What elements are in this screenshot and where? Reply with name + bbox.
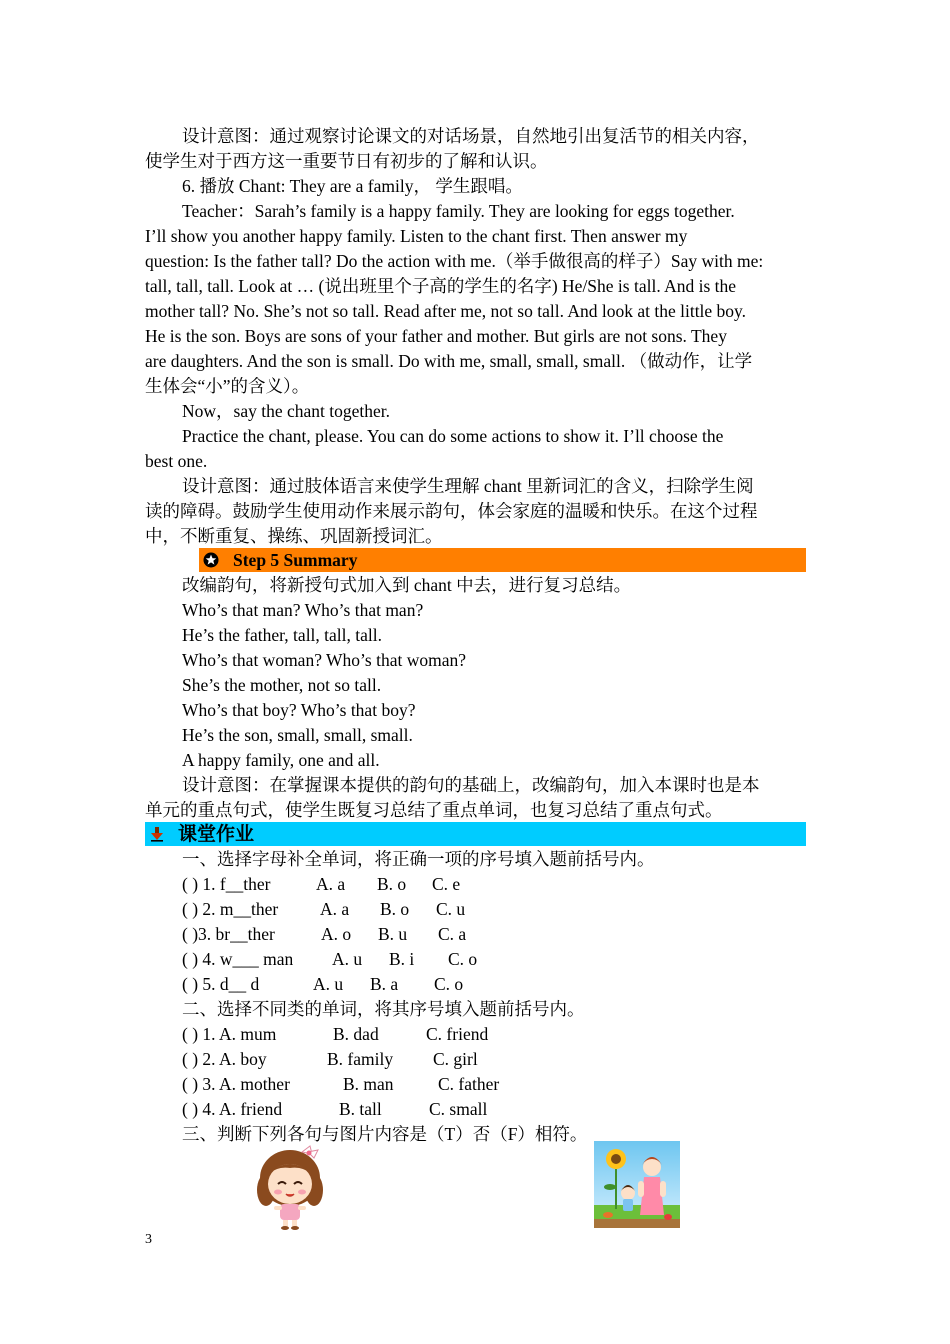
homework-heading <box>145 822 806 846</box>
teacher-line-8: 生体会“小”的含义）。 <box>145 376 310 396</box>
option-c: C. father <box>438 1074 500 1094</box>
section2-item-1 <box>182 1022 807 1047</box>
question: ( ) 1. A. mum <box>182 1024 277 1044</box>
option-b: B. u <box>378 924 408 944</box>
option-b: B. tall <box>339 1099 382 1119</box>
design-intent-3-line-1: 设计意图：在掌握课本提供的韵句的基础上，改编韵句，加入本课时也是本 <box>182 775 760 795</box>
question: ( ) 4. w___ man <box>182 949 294 969</box>
option-c: C. u <box>436 899 466 919</box>
star-circle-icon <box>203 552 219 568</box>
design-intent-1-line-2: 使学生对于西方这一重要节日有初步的了解和认识。 <box>145 151 548 171</box>
option-a: A. a <box>320 899 350 919</box>
step5-title: Step 5 Summary <box>233 550 358 570</box>
step5-summary-heading <box>199 548 806 572</box>
design-intent-2-line-1: 设计意图：通过肢体语言来使学生理解 chant 里新词汇的含义，扫除学生阅 <box>182 476 754 496</box>
homework-title: 课堂作业 <box>178 823 255 845</box>
teacher-line-7: are daughters. And the son is small. Do with me, small, small, small. （做动作，让学 <box>145 351 753 371</box>
option-b: B. a <box>370 974 399 994</box>
section2-title: 二、选择不同类的单词，将其序号填入题前括号内。 <box>182 999 585 1019</box>
option-b: B. dad <box>333 1024 379 1044</box>
arrow-down-icon <box>149 826 165 842</box>
chant-line-1: Who’s that man? Who’s that man? <box>182 600 424 620</box>
teacher-line-1: Teacher：Sarah’s family is a happy family. They are looking for eggs together. <box>182 201 735 221</box>
option-c: C. o <box>448 949 478 969</box>
option-c: C. o <box>434 974 464 994</box>
option-c: C. girl <box>433 1049 478 1069</box>
option-b: B. man <box>343 1074 394 1094</box>
design-intent-2-line-3: 中，不断重复、操练、巩固新授词汇。 <box>145 526 443 546</box>
page-number: 3 <box>145 1232 152 1247</box>
section1-title: 一、选择字母补全单词，将正确一项的序号填入题前括号内。 <box>182 849 655 869</box>
section2-item-2 <box>182 1047 807 1072</box>
section1-item-3 <box>182 922 807 947</box>
section3-title: 三、判断下列各句与图片内容是（T）否（F）相符。 <box>182 1124 588 1144</box>
question: ( ) 2. m__ther <box>182 899 279 919</box>
option-c: C. friend <box>426 1024 489 1044</box>
question: ( ) 4. A. friend <box>182 1099 283 1119</box>
option-b: B. o <box>380 899 410 919</box>
section1-item-5 <box>182 972 807 997</box>
cartoon-girl-image <box>252 1144 328 1230</box>
chant-line-6: He’s the son, small, small, small. <box>182 725 413 745</box>
option-b: B. o <box>377 874 407 894</box>
practice-line-2: best one. <box>145 451 208 471</box>
teacher-line-4: tall, tall, tall. Look at … (说出班里个子高的学生的名字) He/She is tall. And is the <box>145 276 737 296</box>
option-a: A. o <box>321 924 352 944</box>
section2-item-4 <box>182 1097 807 1122</box>
teacher-line-6: He is the son. Boys are sons of your father and mother. But girls are not sons. They <box>145 326 727 346</box>
option-a: A. u <box>332 949 363 969</box>
teacher-line-3: question: Is the father tall? Do the action with me.（举手做很高的样子）Say with me: <box>145 251 764 271</box>
now-say-line: Now，say the chant together. <box>182 401 391 421</box>
chant-line-7: A happy family, one and all. <box>182 750 380 770</box>
option-c: C. a <box>438 924 467 944</box>
question: ( ) 2. A. boy <box>182 1049 267 1069</box>
step6-title: 6. 播放 Chant: They are a family， 学生跟唱。 <box>182 176 523 196</box>
chant-line-5: Who’s that boy? Who’s that boy? <box>182 700 416 720</box>
section2-item-3 <box>182 1072 807 1097</box>
question: ( ) 1. f__ther <box>182 874 271 894</box>
teacher-line-2: I’ll show you another happy family. Listen to the chant first. Then answer my <box>145 226 688 246</box>
option-a: A. a <box>316 874 346 894</box>
design-intent-2-line-2: 读的障碍。鼓励学生使用动作来展示韵句，体会家庭的温暖和快乐。在这个过程 <box>145 501 758 521</box>
section1-item-1 <box>182 872 807 897</box>
option-a: A. u <box>313 974 344 994</box>
chant-line-3: Who’s that woman? Who’s that woman? <box>182 650 466 670</box>
practice-line-1: Practice the chant, please. You can do some actions to show it. I’ll choose the <box>182 426 724 446</box>
option-c: C. e <box>432 874 461 894</box>
mother-child-sunflower-image <box>594 1141 680 1228</box>
section1-item-4 <box>182 947 807 972</box>
question: ( ) 3. A. mother <box>182 1074 290 1094</box>
option-b: B. i <box>389 949 415 969</box>
teacher-line-5: mother tall? No. She’s not so tall. Read after me, not so tall. And look at the little boy. <box>145 301 747 321</box>
option-c: C. small <box>429 1099 488 1119</box>
option-b: B. family <box>327 1049 394 1069</box>
chant-line-2: He’s the father, tall, tall, tall. <box>182 625 382 645</box>
question: ( )3. br__ther <box>182 924 275 944</box>
chant-line-4: She’s the mother, not so tall. <box>182 675 382 695</box>
design-intent-3-line-2: 单元的重点句式，使学生既复习总结了重点单词，也复习总结了重点句式。 <box>145 800 723 820</box>
section1-item-2 <box>182 897 807 922</box>
question: ( ) 5. d__ d <box>182 974 260 994</box>
summary-intro: 改编韵句，将新授句式加入到 chant 中去，进行复习总结。 <box>182 575 632 595</box>
design-intent-1-line-1: 设计意图：通过观察讨论课文的对话场景，自然地引出复活节的相关内容， <box>182 126 760 146</box>
